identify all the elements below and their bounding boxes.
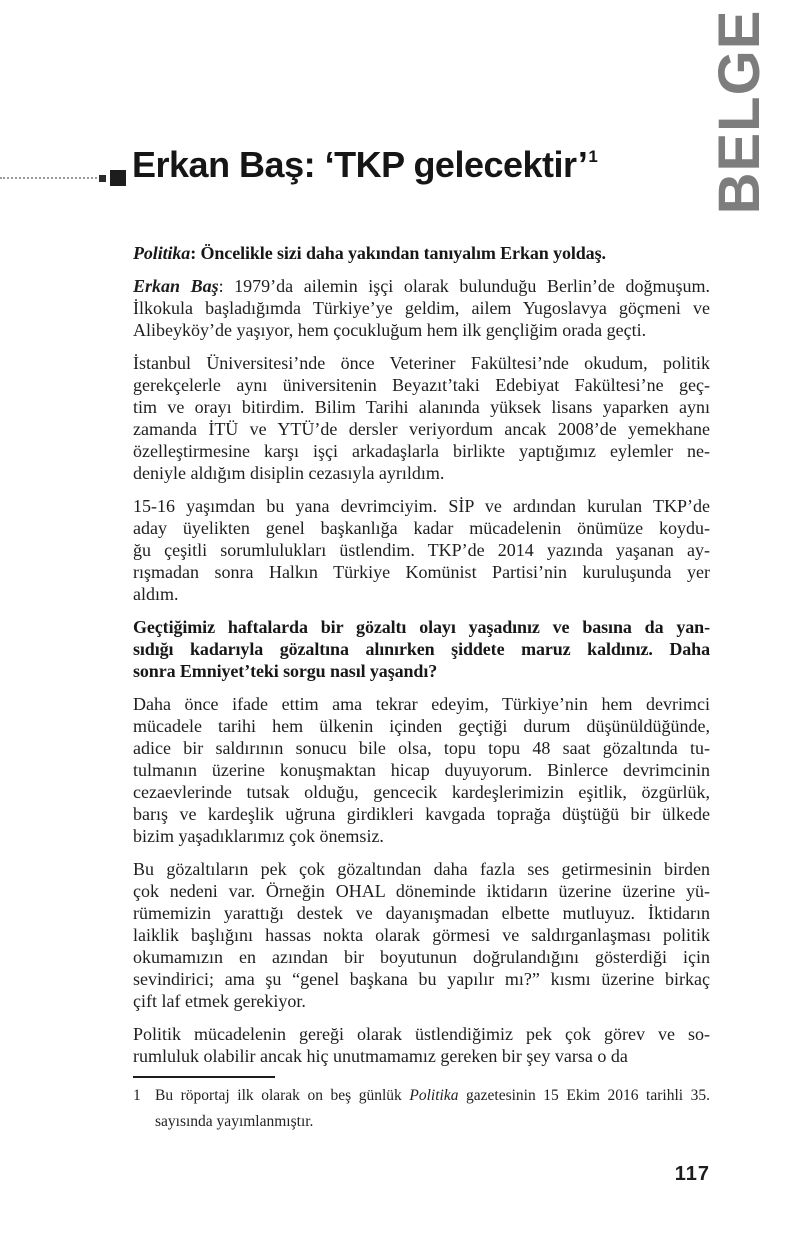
- paragraph: [133, 275, 710, 341]
- text-line: 15-16 yaşımdan bu yana devrimciyim. SİP ve ardından kurulan TKP’de: [133, 496, 710, 516]
- article-title-text: Erkan Baş: ‘TKP gelecektir’: [132, 144, 588, 185]
- footnote-separator-rule: [133, 1076, 275, 1078]
- text-line: sevindirici; ama şu “genel başkana bu yapılır mı?” kısmı üzerine birkaç: [133, 969, 710, 989]
- paragraph: [133, 1023, 710, 1067]
- text-line: ğu çeşitli sorumlulukları üstlendim. TKP’de 2014 yazında yaşanan ay-: [133, 540, 710, 560]
- text-line: deniyle aldığım disiplin cezasıyla ayrıldım.: [133, 463, 445, 483]
- text-line: sıdığı kadarıyla gözaltına alınırken şiddete maruz kaldınız. Daha: [133, 639, 710, 659]
- text-line: özelleştirmesine karşı işçi arkadaşlarla birlikte yaptığımız eylemler ne-: [133, 441, 710, 461]
- footnote-reference: 1: [588, 147, 598, 166]
- text-line: zamanda İTÜ ve YTÜ’de dersler veriyordum ancak 2008’de yemekhane: [133, 419, 710, 439]
- text-line: Daha önce ifade ettim ama tekrar edeyim, Türkiye’nin hem devrimci: [133, 694, 710, 714]
- text-line: laiklik başlığını hassas nokta olarak görmesi ve saldırganlaşması politik: [133, 925, 710, 945]
- text-line: Bu gözaltıların pek çok gözaltından daha fazla ses getirmesinin birden: [133, 859, 710, 879]
- paragraph: [133, 693, 710, 847]
- dotted-leader-line: [0, 177, 97, 179]
- text-line: aday üyelikten genel başkanlığa kadar mücadelenin önümüze koydu-: [133, 518, 710, 538]
- paragraph: [133, 616, 710, 682]
- text-line: İstanbul Üniversitesi’nde önce Veteriner Fakültesi’nde okudum, politik: [133, 353, 710, 373]
- text-line: çift laf etmek gerekiyor.: [133, 991, 306, 1011]
- text-line: barış ve kardeşlik uğruna girdikleri kavgada toprağa düştüğü bir ülkede: [133, 804, 710, 824]
- text-line: Politik mücadelenin gereği olarak üstlendiğimiz pek çok görev ve so-: [133, 1024, 710, 1044]
- text-line: Erkan Baş: 1979’da ailemin işçi olarak bulunduğu Berlin’de doğmuşum.: [133, 276, 710, 296]
- small-square-mark: [99, 175, 106, 182]
- text-line: tulmanın üzerine konuşmaktan hicap duyuyorum. Binlerce devrimcinin: [133, 760, 710, 780]
- article-body: [133, 242, 710, 1078]
- text-line: aldım.: [133, 584, 179, 604]
- section-side-label: BELGE: [707, 9, 772, 215]
- text-line: gerekçelerle aynı üniversitenin Beyazıt’taki Edebiyat Fakültesi’ne geç-: [133, 375, 710, 395]
- paragraph: [133, 242, 710, 264]
- text-line: tim ve orayı bitirdim. Bilim Tarihi alanında yüksek lisans yaparken aynı: [133, 397, 710, 417]
- text-line: bizim yaşadıklarımız çok önemsiz.: [133, 826, 384, 846]
- text-line: rümemizin yarattığı destek ve dayanışmadan elbette mutluyuz. İktidarın: [133, 903, 710, 923]
- footnote-text: [155, 1083, 710, 1135]
- text-line: Geçtiğimiz haftalarda bir gözaltı olayı yaşadınız ve basına da yan-: [133, 617, 710, 637]
- paragraph: [133, 858, 710, 1012]
- footnote-marker: 1: [133, 1087, 141, 1104]
- text-line: rışmadan sonra Halkın Türkiye Komünist Partisi’nin kuruluşunda yer: [133, 562, 710, 582]
- text-line: sonra Emniyet’teki sorgu nasıl yaşandı?: [133, 661, 438, 681]
- footnote-line: Bu röportaj ilk olarak on beş günlük Politika gazetesinin 15 Ekim 2016 tarihli 35.: [155, 1087, 710, 1104]
- text-line: mücadele tarihi hem ülkenin içinden geçtiği durum düşünüldüğünde,: [133, 716, 710, 736]
- text-line: cezaevlerinde tutsak olduğu, gencecik kardeşlerimizin eşitlik, özgürlük,: [133, 782, 710, 802]
- text-line: rumluluk olabilir ancak hiç unutmamamız gereken bir şey varsa o da: [133, 1046, 628, 1066]
- text-line: Politika: Öncelikle sizi daha yakından tanıyalım Erkan yoldaş.: [133, 243, 606, 263]
- page-number: 117: [674, 1163, 710, 1185]
- text-line: çok nedeni var. Örneğin OHAL döneminde iktidarın üzerine üzerine yü-: [133, 881, 710, 901]
- text-line: Alibeyköy’de yaşıyor, hem çocukluğum hem ilk gençliğim orada geçti.: [133, 320, 647, 340]
- text-line: İlkokula başladığımda Türkiye’ye geldim, ailem Yugoslavya göçmeni ve: [133, 298, 710, 318]
- article-title: [132, 144, 596, 185]
- footnote: [133, 1083, 710, 1135]
- paragraph: [133, 495, 710, 605]
- footnote-line: sayısında yayımlanmıştır.: [155, 1113, 314, 1130]
- text-line: okumamızın en azından bir boyutunun doğrulandığını gösterdiği için: [133, 947, 710, 967]
- text-line: adice bir saldırının sonucu bile olsa, topu topu 48 saat gözaltında tu-: [133, 738, 710, 758]
- large-square-mark: [110, 170, 126, 186]
- paragraph: [133, 352, 710, 484]
